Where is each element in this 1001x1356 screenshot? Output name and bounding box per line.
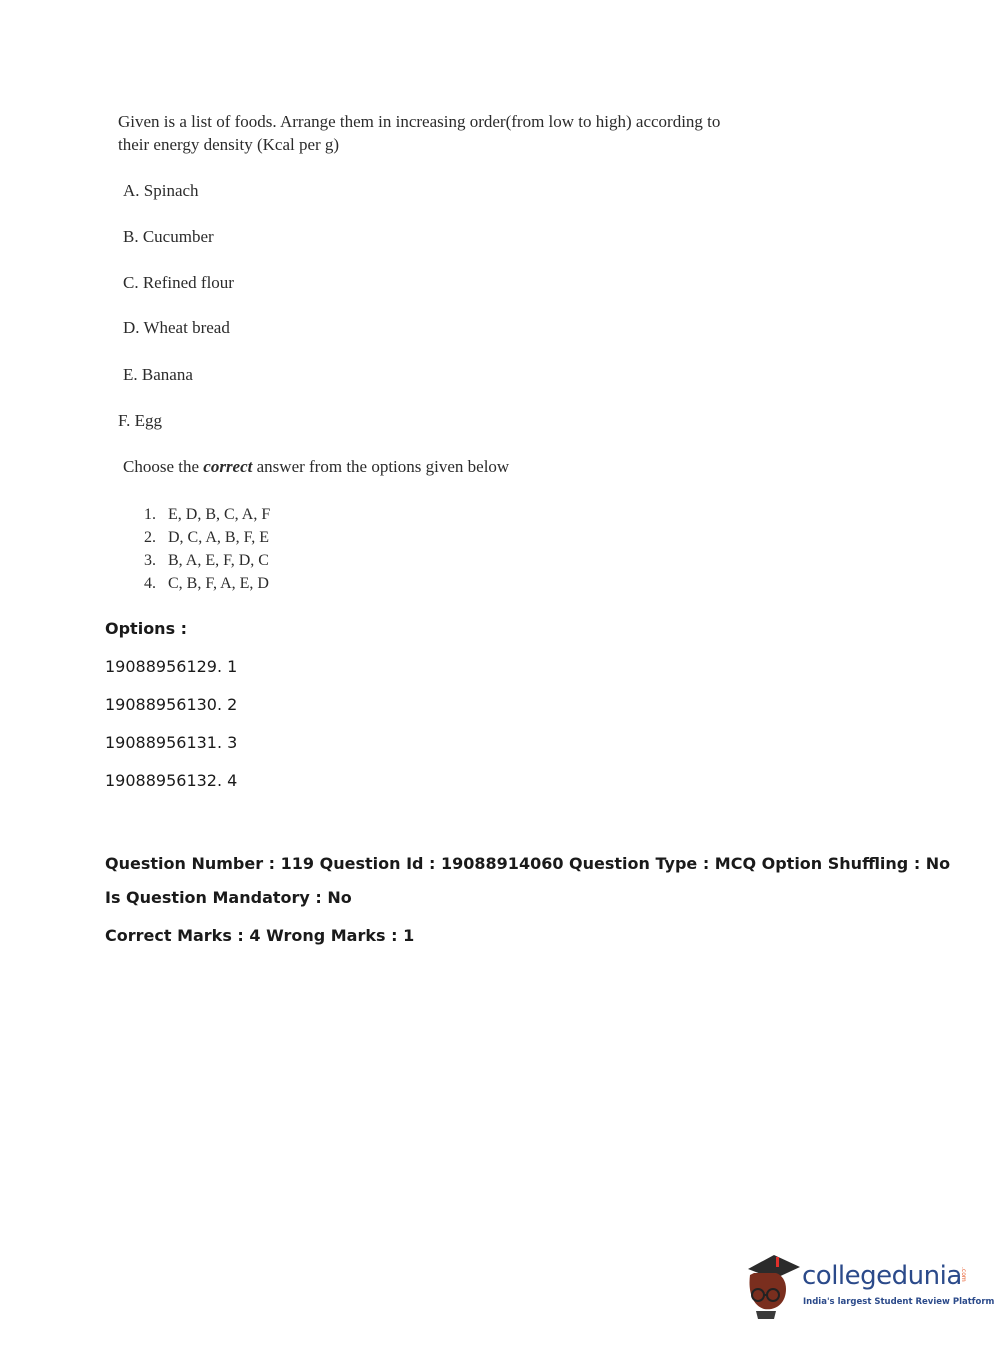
option-item: 19088956129. 1: [105, 657, 238, 676]
choose-instruction: Choose the correct answer from the options given below: [123, 457, 510, 476]
mascot-icon: [742, 1247, 802, 1321]
food-item: E. Banana: [123, 365, 193, 384]
collegedunia-logo: [742, 1247, 995, 1321]
option-item: 19088956130. 2: [105, 695, 238, 714]
answer-choice: 3. B, A, E, F, D, C: [144, 552, 269, 569]
answer-choice: 2. D, C, A, B, F, E: [144, 529, 269, 546]
answer-choice: 4. C, B, F, A, E, D: [144, 575, 269, 592]
answer-choice: 1. E, D, B, C, A, F: [144, 506, 271, 523]
food-item: F. Egg: [118, 411, 162, 430]
option-item: 19088956131. 3: [105, 733, 238, 752]
logo-wordmark: collegedunia: [802, 1261, 962, 1291]
question-image: [118, 110, 738, 592]
options-heading: Options :: [105, 619, 188, 638]
question-stem: Given is a list of foods. Arrange them in increasing order(from low to high) according to their energy density (Kcal per g): [118, 112, 721, 154]
logo-domain-suffix: .com: [960, 1267, 967, 1282]
option-item: 19088956132. 4: [105, 771, 238, 790]
food-item: C. Refined flour: [123, 273, 234, 292]
marks-line: Correct Marks : 4 Wrong Marks : 1: [105, 926, 415, 945]
question-mandatory-line: Is Question Mandatory : No: [105, 888, 352, 907]
food-item: B. Cucumber: [123, 227, 214, 246]
logo-tagline: India's largest Student Review Platform: [803, 1297, 995, 1307]
food-item: D. Wheat bread: [123, 318, 230, 337]
food-item: A. Spinach: [123, 181, 199, 200]
question-meta-line: Question Number : 119 Question Id : 19088914060 Question Type : MCQ Option Shuffling : No: [105, 854, 951, 873]
answer-choices: [144, 503, 270, 595]
